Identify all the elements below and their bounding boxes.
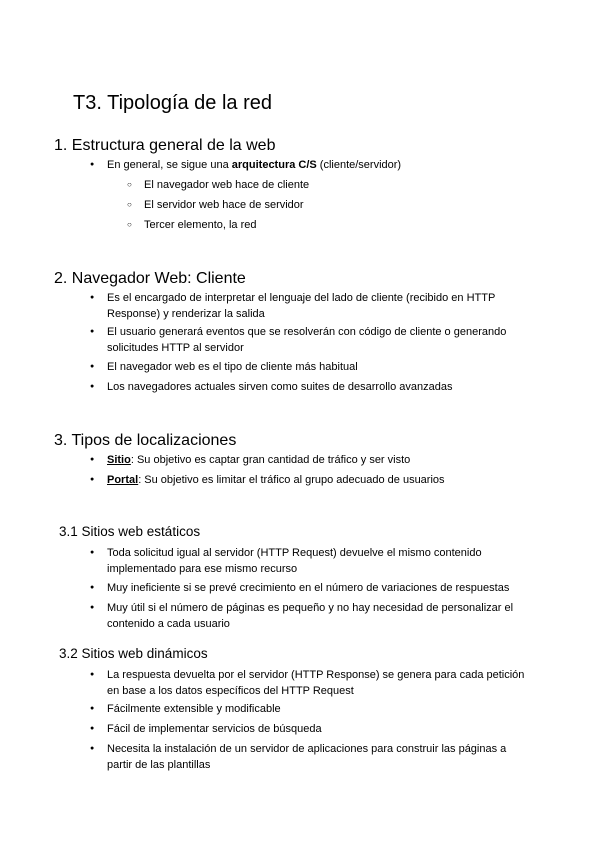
list-item: [107, 472, 527, 488]
list-item: ● Fácilmente extensible y modificable: [107, 701, 527, 717]
list-item: ● Fácil de implementar servicios de búsqueda: [107, 721, 527, 737]
list-item: [107, 452, 527, 468]
list-item: [107, 157, 527, 173]
sub-list-item: ○ Tercer elemento, la red: [144, 217, 257, 233]
item-text: : Su objetivo es captar gran cantidad de tráfico y ser visto: [130, 454, 411, 466]
item-label: Sitio: [107, 454, 131, 466]
sub-list-item: ○ El navegador web hace de cliente: [144, 177, 309, 193]
section-3-2-heading: 3.2 Sitios web dinámicos: [59, 646, 208, 661]
list-item: ● La respuesta devuelta por el servidor (HTTP Response) se genera para cada petición en base a los datos específicos del HTTP Request: [107, 667, 527, 699]
list-item: ● El navegador web es el tipo de cliente más habitual: [107, 359, 527, 375]
list-item: ● El usuario generará eventos que se resolverán con código de cliente o generando solicitudes HTTP al servidor: [107, 324, 527, 356]
section-3-1-heading: 3.1 Sitios web estáticos: [59, 524, 201, 539]
sub-list-item: ○ El servidor web hace de servidor: [144, 197, 304, 213]
item-label: Portal: [107, 474, 139, 486]
list-item: ● Muy útil si el número de páginas es pequeño y no hay necesidad de personalizar el contenido a cada usuario: [107, 600, 527, 632]
list-item: ● Es el encargado de interpretar el lenguaje del lado de cliente (recibido en HTTP Response) y renderizar la salida: [107, 290, 527, 322]
list-item: ● Toda solicitud igual al servidor (HTTP Request) devuelve el mismo contenido implementado para ese mismo recurso: [107, 545, 527, 577]
item-text: (cliente/servidor): [316, 159, 402, 171]
item-bold-text: arquitectura C/S: [231, 159, 317, 171]
list-item: ● Necesita la instalación de un servidor de aplicaciones para construir las páginas a partir de las plantillas: [107, 741, 527, 773]
page-title: T3. Tipología de la red: [73, 92, 273, 114]
item-text: En general, se sigue una: [107, 159, 232, 171]
item-text: : Su objetivo es limitar el tráfico al grupo adecuado de usuarios: [138, 474, 445, 486]
list-item: ● Los navegadores actuales sirven como suites de desarrollo avanzadas: [107, 379, 527, 395]
list-item: ● Muy ineficiente si se prevé crecimiento en el número de variaciones de respuestas: [107, 580, 527, 596]
section-2-heading: 2. Navegador Web: Cliente: [54, 270, 246, 287]
section-3-heading: 3. Tipos de localizaciones: [54, 432, 237, 449]
section-1-heading: 1. Estructura general de la web: [54, 137, 276, 154]
